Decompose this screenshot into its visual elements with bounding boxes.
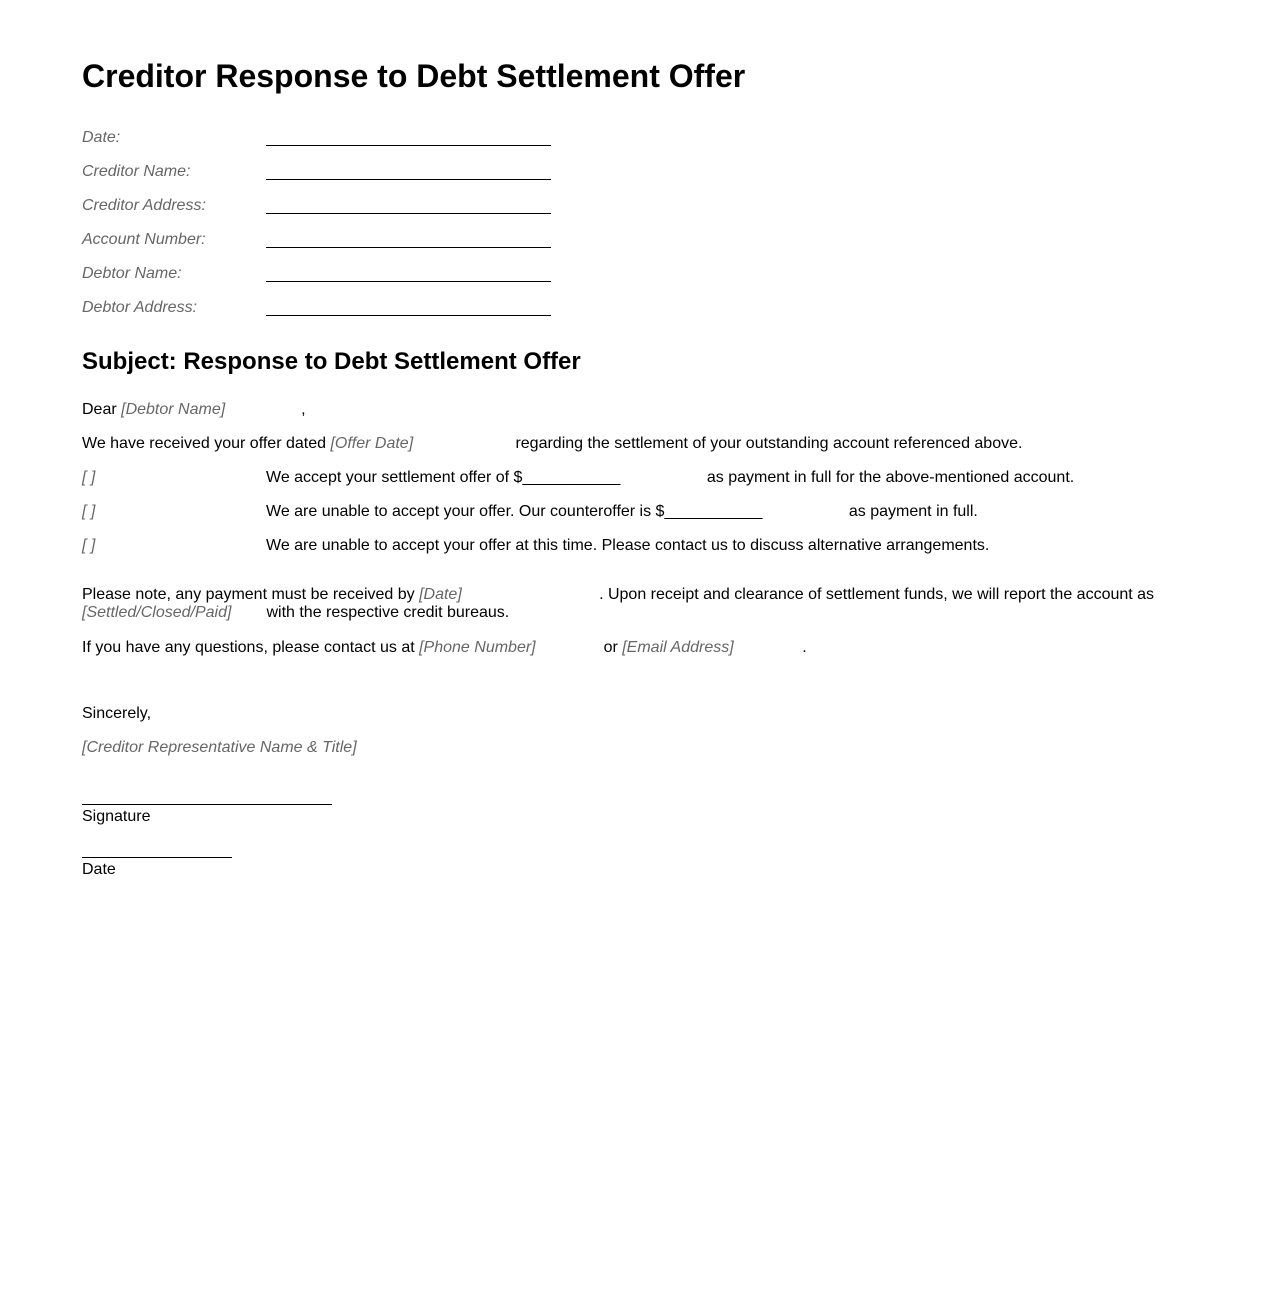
offer-date-placeholder[interactable]: [Offer Date] — [330, 435, 414, 452]
field-input-line[interactable] — [266, 247, 551, 248]
salutation — [82, 400, 306, 419]
received-paragraph — [82, 434, 1022, 453]
option-counteroffer — [82, 502, 978, 521]
representative-placeholder[interactable]: [Creditor Representative Name & Title] — [82, 739, 357, 756]
contact-paragraph — [82, 638, 807, 657]
date-line[interactable] — [82, 857, 232, 858]
field-label: Account Number: — [82, 231, 206, 248]
payment-date-placeholder[interactable]: [Date] — [419, 586, 462, 603]
field-input-line[interactable] — [266, 179, 551, 180]
option-text: We are unable to accept your offer at this time. Please contact us to discuss alternative arrangements. — [266, 537, 990, 554]
salutation-suffix: , — [301, 401, 306, 418]
contact-or: or — [603, 639, 623, 656]
field-label: Date: — [82, 129, 121, 146]
field-input-line[interactable] — [266, 145, 551, 146]
document-title: Creditor Response to Debt Settlement Offer — [82, 58, 746, 94]
amount-blank[interactable]: ___________ — [522, 469, 621, 486]
option-accept — [82, 468, 1074, 487]
option-checkbox[interactable]: [ ] — [82, 537, 96, 554]
field-account-number — [82, 231, 562, 251]
contact-suffix: . — [802, 639, 807, 656]
subject-heading: Subject: Response to Debt Settlement Offer — [82, 348, 581, 375]
field-input-line[interactable] — [266, 281, 551, 282]
signature-label: Signature — [82, 808, 151, 825]
field-creditor-address — [82, 197, 562, 217]
option-text: We are unable to accept your offer. Our counteroffer is $ — [266, 503, 665, 520]
field-input-line[interactable] — [266, 213, 551, 214]
signature-line[interactable] — [82, 804, 332, 805]
contact-prefix: If you have any questions, please contact us at — [82, 639, 420, 656]
field-date — [82, 129, 562, 149]
field-debtor-address — [82, 299, 562, 319]
field-label: Debtor Name: — [82, 265, 182, 282]
option-decline — [82, 536, 989, 555]
option-suffix: as payment in full for the above-mentioned account. — [706, 469, 1075, 486]
email-address-placeholder[interactable]: [Email Address] — [622, 639, 734, 656]
received-suffix: regarding the settlement of your outstanding account referenced above. — [515, 435, 1023, 452]
date-label: Date — [82, 861, 116, 878]
note-middle: . Upon receipt and clearance of settlement funds, we will report the account as — [599, 586, 1155, 603]
field-label: Debtor Address: — [82, 299, 198, 316]
counteroffer-amount-blank[interactable]: ___________ — [664, 503, 763, 520]
closing: Sincerely, — [82, 705, 152, 722]
field-creditor-name — [82, 163, 562, 183]
account-status-placeholder[interactable]: [Settled/Closed/Paid] — [82, 604, 232, 621]
option-checkbox[interactable]: [ ] — [82, 503, 96, 520]
option-suffix: as payment in full. — [848, 503, 978, 520]
field-label: Creditor Name: — [82, 163, 191, 180]
debtor-name-placeholder[interactable]: [Debtor Name] — [121, 401, 226, 418]
field-debtor-name — [82, 265, 562, 285]
payment-note — [82, 586, 1154, 622]
note-prefix: Please note, any payment must be received by — [82, 586, 420, 603]
received-prefix: We have received your offer dated — [82, 435, 331, 452]
option-checkbox[interactable]: [ ] — [82, 469, 96, 486]
field-input-line[interactable] — [266, 315, 551, 316]
option-text: We accept your settlement offer of $ — [266, 469, 523, 486]
phone-number-placeholder[interactable]: [Phone Number] — [419, 639, 536, 656]
salutation-prefix: Dear — [82, 401, 122, 418]
note-suffix: with the respective credit bureaus. — [266, 604, 510, 621]
field-label: Creditor Address: — [82, 197, 206, 214]
